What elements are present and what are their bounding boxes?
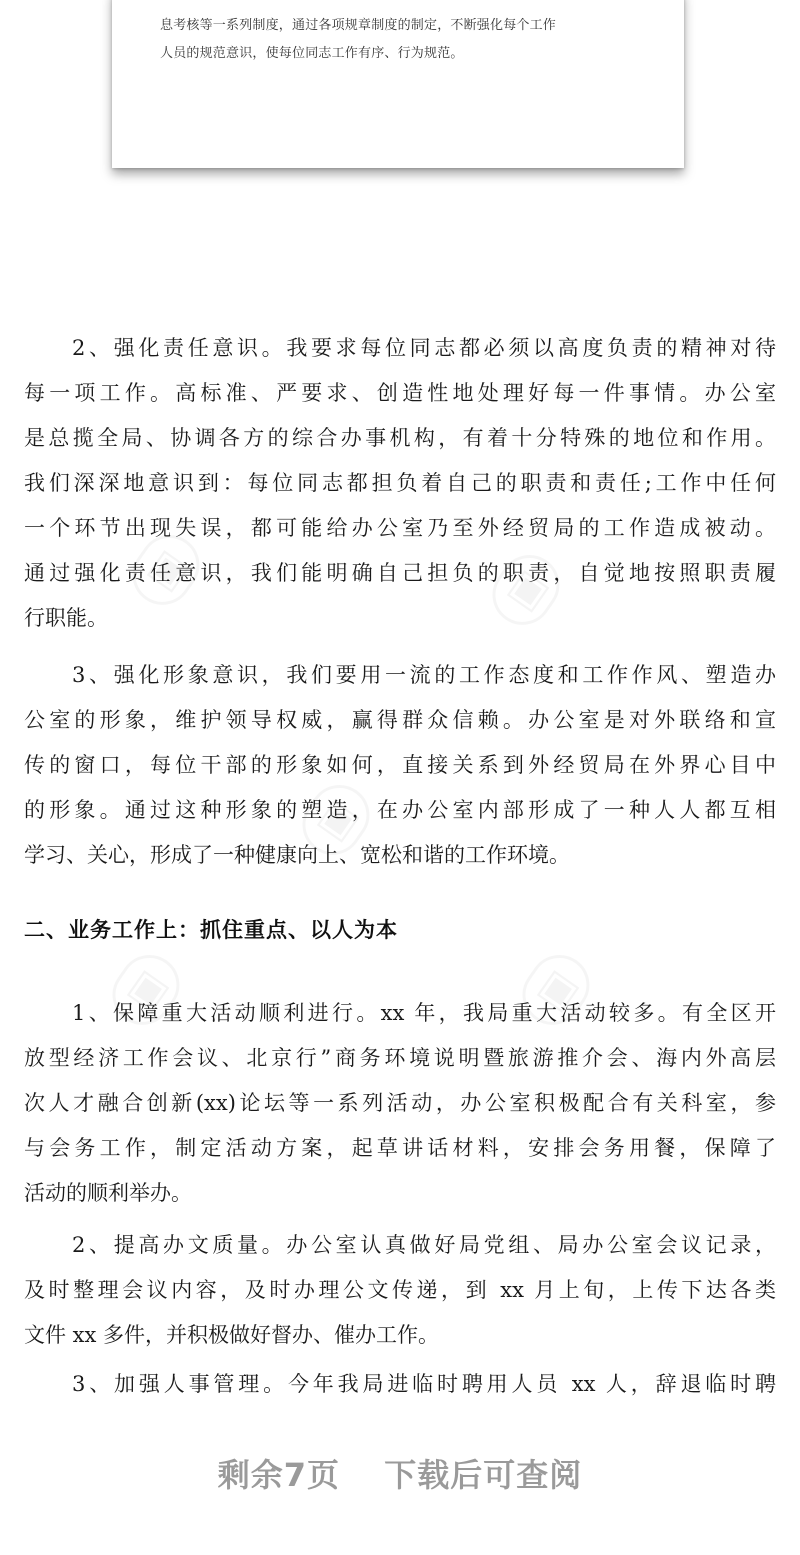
text-line: 文件 xx 多件，并积极做好督办、催办工作。	[24, 1323, 440, 1347]
text-line: 次人才融合创新(xx)论坛等一系列活动，办公室积极配合有关科室，参	[24, 1091, 776, 1115]
text-line: 每一项工作。高标准、严要求、创造性地处理好每一件事情。办公室	[24, 381, 776, 405]
text-line: 3、强化形象意识，我们要用一流的工作态度和工作作风、塑造办	[72, 663, 776, 687]
download-prompt[interactable]	[0, 1450, 800, 1496]
card-text-line: 息考核等一系列制度，通过各项规章制度的制定，不断强化每个工作	[160, 18, 557, 33]
download-to-read-label[interactable]: 下载后可查阅	[384, 1456, 583, 1494]
text-line: 放型经济工作会议、北京行”商务环境说明暨旅游推介会、海内外高层	[24, 1046, 776, 1070]
text-line: 学习、关心，形成了一种健康向上、宽松和谐的工作环境。	[24, 843, 570, 867]
text-line: 与会务工作，制定活动方案，起草讲话材料，安排会务用餐，保障了	[24, 1136, 776, 1160]
text-line: 传的窗口，每位干部的形象如何，直接关系到外经贸局在外界心目中	[24, 753, 776, 777]
text-line: 的形象。通过这种形象的塑造，在办公室内部形成了一种人人都互相	[24, 798, 776, 822]
text-line: 是总揽全局、协调各方的综合办事机构，有着十分特殊的地位和作用。	[24, 426, 776, 450]
text-line: 及时整理会议内容，及时办理公文传递，到 xx 月上旬，上传下达各类	[24, 1278, 776, 1302]
text-line: 公室的形象，维护领导权威，赢得群众信赖。办公室是对外联络和宣	[24, 708, 776, 732]
text-line: 一个环节出现失误，都可能给办公室乃至外经贸局的工作造成被动。	[24, 516, 776, 540]
text-line: 2、提高办文质量。办公室认真做好局党组、局办公室会议记录，	[72, 1233, 776, 1257]
remaining-pages-label: 剩余7页	[217, 1456, 341, 1494]
text-line: 3、加强人事管理。今年我局进临时聘用人员 xx 人，辞退临时聘	[72, 1372, 776, 1396]
text-line: 通过强化责任意识，我们能明确自己担负的职责，自觉地按照职责履	[24, 561, 776, 585]
text-line: 活动的顺利举办。	[24, 1181, 192, 1205]
card-text-line: 人员的规范意识，使每位同志工作有序、行为规范。	[160, 46, 464, 61]
text-line: 我们深深地意识到：每位同志都担负着自己的职责和责任;工作中任何	[24, 471, 776, 495]
document-preview-card	[112, 0, 684, 168]
text-line: 行职能。	[24, 606, 108, 630]
text-line: 1、保障重大活动顺利进行。xx 年，我局重大活动较多。有全区开	[72, 1001, 776, 1025]
text-line: 2、强化责任意识。我要求每位同志都必须以高度负责的精神对待	[72, 336, 776, 360]
section-heading: 二、业务工作上：抓住重点、以人为本	[24, 918, 398, 942]
